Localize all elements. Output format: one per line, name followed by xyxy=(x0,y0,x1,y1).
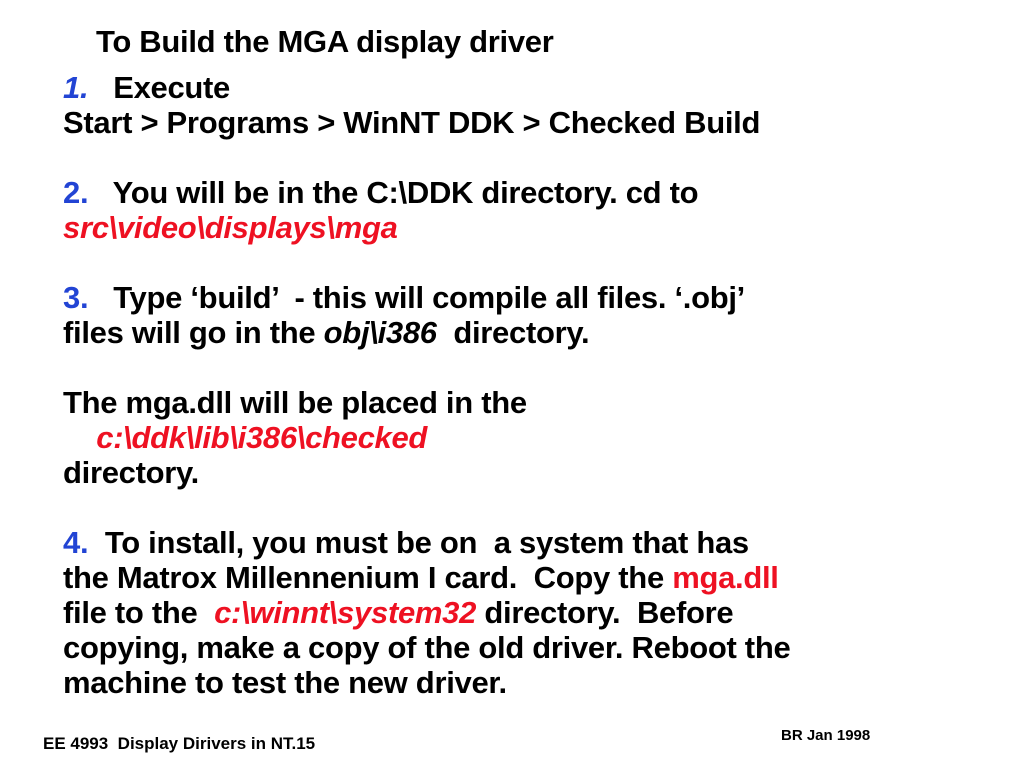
system32-directory-path: c:\winnt\system32 xyxy=(214,595,477,630)
step-3-text-end: directory. xyxy=(436,315,590,350)
step-4-text-line4: copying, make a copy of the old driver. Reboot the xyxy=(63,630,791,665)
blank-line xyxy=(63,490,790,525)
step-number-3: 3. xyxy=(63,280,89,315)
step-3-text-cont: files will go in the xyxy=(63,315,324,350)
body-line xyxy=(63,105,790,140)
body-line xyxy=(63,210,790,245)
body-line xyxy=(63,665,790,700)
slide-title: To Build the MGA display driver xyxy=(96,24,554,59)
step-number-2: 2. xyxy=(63,175,89,210)
body-line xyxy=(63,630,790,665)
step-4-text-line3-end: directory. Before xyxy=(476,595,734,630)
blank-line xyxy=(63,245,790,280)
step-4-text-line2: the Matrox Millennenium I card. Copy the xyxy=(63,560,673,595)
footer-course-label: EE 4993 Display Dirivers in NT.15 xyxy=(43,734,316,753)
body-line xyxy=(63,70,790,105)
body-line xyxy=(63,595,790,630)
footer-date-label: BR Jan 1998 xyxy=(781,727,871,744)
body-line xyxy=(63,385,790,420)
step-number-1: 1. xyxy=(63,70,89,105)
body-line xyxy=(63,525,790,560)
step-4-text: To install, you must be on a system that has xyxy=(88,525,749,560)
dll-location-text: The mga.dll will be placed in the xyxy=(63,385,527,420)
blank-line xyxy=(63,350,790,385)
step-2-text: You will be in the C:\DDK directory. cd to xyxy=(88,175,699,210)
step-1-text: Execute xyxy=(88,70,231,105)
mga-dll-filename: mga.dll xyxy=(672,560,779,595)
step-4-text-line3: file to the xyxy=(63,595,215,630)
blank-line xyxy=(63,140,790,175)
body-line xyxy=(63,280,790,315)
dll-location-text-end: directory. xyxy=(63,455,199,490)
body-line xyxy=(63,560,790,595)
checked-directory-path: c:\ddk\lib\i386\checked xyxy=(63,420,428,455)
body-line xyxy=(63,175,790,210)
step-1-path: Start > Programs > WinNT DDK > Checked Build xyxy=(63,105,761,140)
step-2-directory-path: src\video\displays\mga xyxy=(63,210,398,245)
body-line xyxy=(63,420,790,455)
body-line xyxy=(63,455,790,490)
obj-directory-path: obj\i386 xyxy=(323,315,437,350)
step-3-text: Type ‘build’ - this will compile all files. ‘.obj’ xyxy=(88,280,745,315)
slide-body xyxy=(63,70,790,700)
step-number-4: 4. xyxy=(63,525,89,560)
step-4-text-line5: machine to test the new driver. xyxy=(63,665,507,700)
body-line xyxy=(63,315,790,350)
